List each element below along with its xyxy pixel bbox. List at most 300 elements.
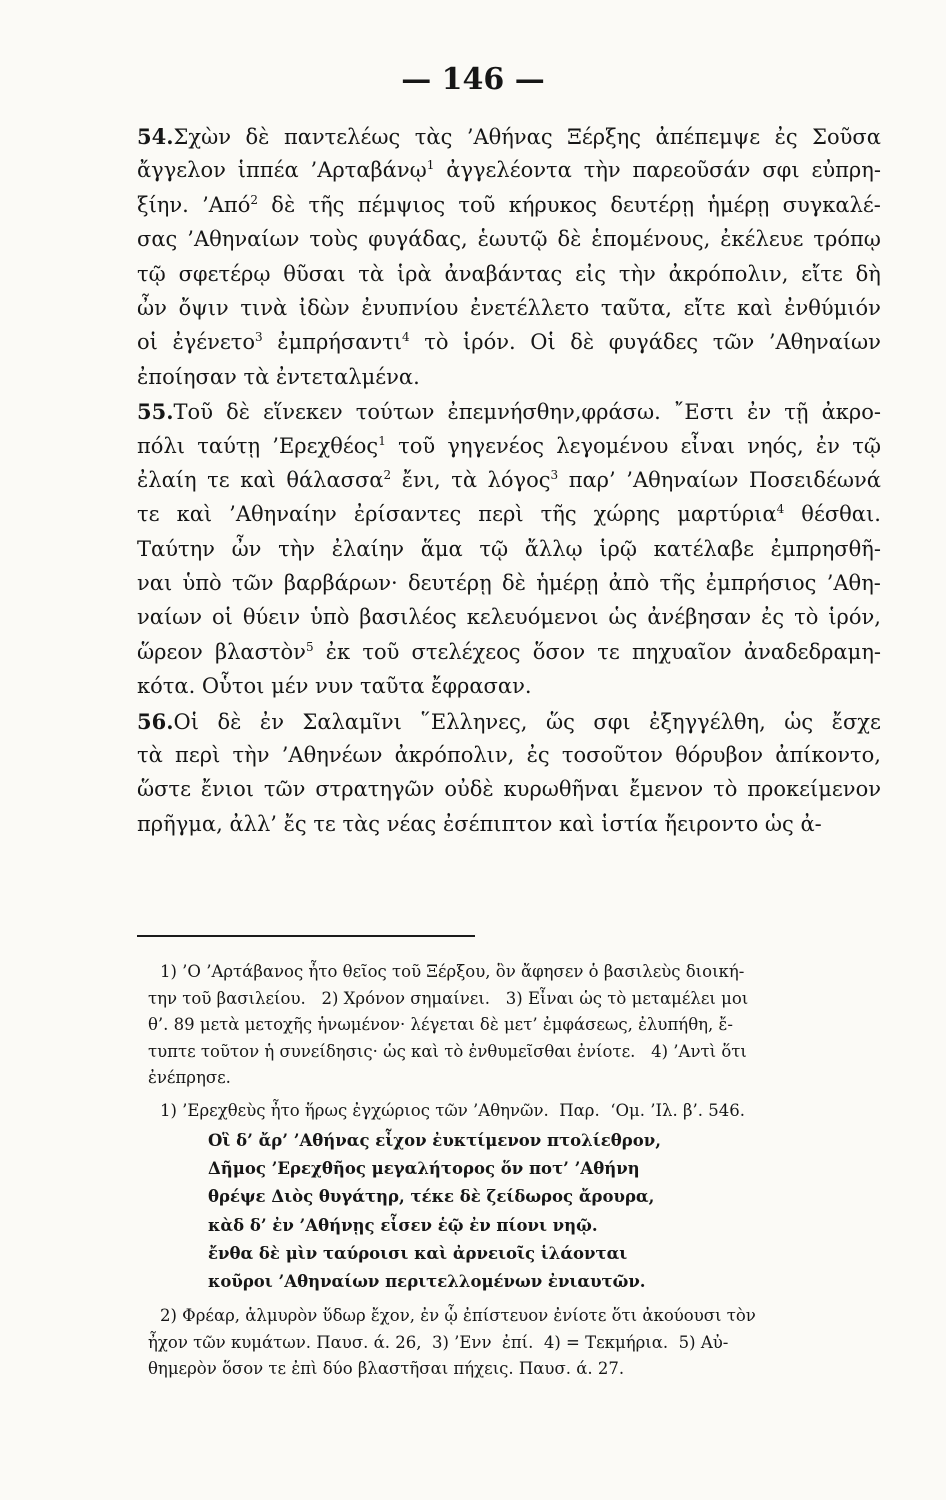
word: ναίων	[137, 605, 203, 630]
word: τοσοῦτον	[561, 743, 663, 768]
word-group	[415, 125, 453, 149]
word: θύειν	[242, 605, 301, 630]
word: μαρτύρια	[677, 502, 777, 527]
word-group	[828, 605, 881, 629]
word: καὶ	[176, 502, 213, 527]
text-line	[137, 399, 881, 433]
footnote-marker: 3	[550, 467, 559, 482]
word-group	[137, 468, 197, 492]
word-group	[137, 571, 172, 595]
word-group	[769, 330, 881, 354]
word-group	[525, 537, 583, 561]
word-group	[137, 330, 158, 354]
word-group	[713, 330, 755, 354]
word: τὰ	[358, 261, 385, 286]
word-group	[137, 537, 215, 561]
word-group	[282, 743, 383, 767]
word: ἐν	[747, 400, 772, 425]
word-group	[720, 227, 803, 251]
word: ἔσχε	[831, 709, 881, 734]
word: Ξέρξης	[567, 125, 642, 149]
word-group	[137, 709, 199, 734]
footnote-text: τυπτε τοῦτον ἡ συνείδησις· ὡς καὶ τὸ ἐνθυμεῖσθαι ἐνίοτε. 4) ’Αντὶ ὅτι	[148, 1041, 747, 1061]
word: σφι	[593, 709, 631, 734]
word-group	[509, 193, 597, 217]
word-group	[737, 296, 773, 320]
word: τούτων	[355, 400, 435, 425]
word-group	[852, 434, 881, 458]
text-line	[137, 812, 881, 846]
word-group	[812, 125, 881, 149]
word-group	[784, 710, 813, 734]
word-group	[137, 434, 185, 458]
word-group	[669, 262, 789, 286]
word: οἱ	[137, 330, 158, 355]
word-group	[309, 227, 358, 251]
word: περὶ	[175, 743, 221, 768]
word: ἐκ	[325, 639, 351, 664]
main-text	[137, 124, 881, 846]
text-line	[137, 468, 881, 502]
word: ἰδὼν	[298, 295, 350, 320]
word: βαρβάρων·	[283, 571, 398, 596]
word: περὶ	[478, 502, 524, 527]
word-group	[594, 502, 661, 526]
word-group	[137, 296, 167, 320]
word-group	[359, 605, 456, 629]
word: γηγενέος	[447, 433, 545, 458]
footnote-text: ἐνέπρησε.	[148, 1068, 231, 1087]
word-group	[470, 296, 589, 320]
word-group	[240, 468, 276, 492]
word-group	[278, 537, 315, 561]
word-group	[284, 125, 400, 149]
word-group	[478, 227, 548, 251]
footnote-marker: 1	[426, 158, 435, 173]
text-run: κότα. Οὗτοι μέν νυν ταῦτα ἔφρασαν.	[137, 674, 532, 699]
section-number: 56.	[137, 708, 174, 734]
word: τρόπῳ	[813, 227, 881, 252]
word: ἱρῷ	[599, 536, 638, 561]
word-group	[744, 640, 881, 664]
word-group	[451, 468, 477, 492]
word-group	[684, 296, 726, 320]
footnote-marker: 3	[255, 330, 263, 345]
word: ἡμέρῃ	[536, 571, 599, 596]
word: ἱρὰ	[396, 261, 432, 286]
word: ἐς	[761, 605, 785, 630]
footnote-text: θ’. 89 μετὰ μετοχῆς ἡνωμένον· λέγεται δὲ μετ’ ἐμφάσεως, ἐλυπήθη, ἔ-	[148, 1015, 733, 1034]
word-group	[816, 434, 840, 458]
word-group	[412, 640, 521, 664]
word: ἔμενον	[629, 777, 704, 802]
word: συγκαλέ-	[782, 192, 881, 217]
word-group	[420, 710, 527, 734]
text-run: πρῆγμα, ἀλλ’ ἔς τε τὰς νέας ἐσέπιπτον καὶ ἱστία ἤειροντο ὡς ἀ-	[137, 811, 822, 836]
text-line	[137, 227, 881, 261]
word-group	[175, 743, 220, 767]
word-group	[177, 502, 213, 526]
word: ῞Ελληνες,	[420, 709, 528, 734]
word-group	[283, 262, 345, 286]
word: Ταύτην	[137, 536, 215, 561]
word: θάλασσα	[286, 467, 384, 492]
word-group	[212, 605, 233, 629]
word: τὴν	[278, 536, 316, 561]
word: ἅμα	[420, 536, 463, 561]
word: τὰ	[137, 743, 163, 768]
text-line	[137, 296, 881, 330]
word-group	[706, 571, 817, 595]
word: τε	[207, 467, 230, 492]
word-group	[172, 330, 262, 354]
word: προκείμενον	[747, 777, 881, 802]
word: ἀγγελέοντα	[446, 158, 572, 183]
word: τοῦ	[458, 192, 496, 217]
word: κυρωθῆναι	[503, 777, 620, 802]
footnote-line	[148, 1306, 882, 1333]
word: ’Αθηναίην	[229, 502, 337, 527]
word: ῎Εστι	[673, 400, 734, 425]
word-group	[215, 640, 314, 664]
footnote-text: την τοῦ βασιλείου. 2) Χρόνον σημαίνει. 3) Εἶναι ὡς τὸ μεταμέλει μοι	[148, 988, 749, 1008]
footnotes-chapter-54	[148, 962, 882, 1095]
word-group	[356, 400, 435, 424]
word: σφετέρῳ	[178, 261, 271, 286]
word: πόλι	[137, 433, 185, 458]
word: λόγος	[487, 467, 551, 492]
word: ὦν	[137, 295, 167, 320]
section-number: 55.	[137, 399, 174, 425]
word: ἀναδεδραμη-	[743, 639, 881, 664]
word: ἀκρόπολιν,	[394, 743, 515, 768]
word: ὥς	[546, 709, 575, 734]
word-group	[584, 158, 621, 182]
footnote-line	[148, 1101, 882, 1128]
word: Οἱ	[530, 330, 556, 355]
word-group	[601, 296, 672, 320]
word: τῷ	[137, 261, 166, 286]
word-group	[361, 296, 458, 320]
word: ἐν	[259, 709, 284, 734]
word: τῆς	[659, 571, 696, 596]
word: κελευόμενοι	[466, 605, 599, 630]
word: ἀνέβησαν	[647, 605, 752, 630]
word-group	[530, 330, 555, 354]
word-group	[827, 571, 881, 595]
word: σας	[137, 227, 178, 252]
word: εἰς	[575, 261, 607, 286]
word: οἱ	[212, 605, 233, 630]
word: ἐγένετο	[172, 330, 256, 355]
word-group	[570, 330, 594, 354]
word: θῦσαι	[283, 261, 346, 286]
word: ὑπὸ	[182, 571, 222, 596]
word-group	[761, 605, 784, 629]
word-group	[597, 640, 620, 664]
word-group	[747, 400, 771, 424]
word-group	[137, 605, 202, 629]
word: ἱππέα	[237, 158, 299, 183]
footnote-line	[148, 1333, 882, 1360]
word: ’Αθηνέων	[281, 743, 383, 768]
word-group	[202, 193, 258, 217]
footnote-line	[148, 1042, 882, 1069]
word: καὶ	[736, 295, 773, 320]
word: φυγάδας,	[368, 227, 468, 252]
word: ἐνετέλλετο	[470, 295, 590, 320]
word-group	[402, 468, 441, 492]
word-group	[660, 571, 696, 595]
quote-verse: Δῆμος ’Ερεχθῆος μεγαλήτορος ὅν ποτ’ ’Αθήνη	[208, 1159, 640, 1179]
word: ἄλλῳ	[524, 536, 583, 561]
word: τὴν	[583, 158, 621, 183]
word: ’Αθηναίων	[768, 330, 881, 355]
text-line	[137, 124, 881, 158]
word: ἀπίκοντο,	[775, 743, 881, 768]
word: ’Αθηναίων	[187, 227, 300, 252]
word-group	[408, 571, 492, 595]
word: δευτέρῃ	[408, 571, 492, 596]
word: τοὺς	[309, 227, 359, 252]
word-group	[264, 777, 306, 801]
word: ταύτῃ	[197, 433, 261, 458]
word-group	[187, 227, 299, 251]
word: ἀκρο-	[821, 400, 881, 425]
word-group	[707, 193, 769, 217]
word-group	[599, 537, 637, 561]
word-group	[315, 777, 434, 801]
word: δὲ	[226, 400, 251, 425]
word-group	[137, 158, 226, 182]
word-group	[488, 468, 559, 492]
word: ὥστε	[137, 777, 191, 802]
footnote-line	[148, 1015, 882, 1042]
word: Ποσειδέωνά	[748, 467, 881, 492]
word-group	[675, 743, 763, 767]
word: καὶ	[240, 467, 276, 492]
footnote-marker: 1	[378, 433, 386, 448]
word: τῶν	[232, 571, 274, 596]
word: ἐκέλευε	[720, 227, 804, 252]
word-group	[201, 777, 254, 801]
word-group	[771, 537, 881, 561]
word-group	[609, 571, 650, 595]
word-group	[458, 193, 495, 217]
word-group	[137, 193, 189, 217]
quote-verse: κὰδ δ’ ἐν ’Αθήνῃς εἷσεν ἑῷ ἐν πίονι νηῷ.	[208, 1215, 598, 1235]
word: τὸ	[794, 605, 819, 630]
word-group	[654, 537, 754, 561]
word-group	[610, 193, 694, 217]
word-group	[784, 400, 808, 424]
word: θέσθαι.	[801, 502, 881, 527]
word: ἐξηγγέλθη,	[649, 709, 766, 734]
word-group	[558, 227, 582, 251]
word: Σοῦσα	[812, 125, 881, 149]
word-group	[358, 262, 384, 286]
word-group	[656, 125, 761, 149]
word: εἴτε	[801, 261, 843, 286]
word: ἐμπρησθῆ-	[770, 536, 881, 561]
word: ἐπεμνήσθην,φράσω.	[447, 400, 661, 425]
word: ἄγγελον	[137, 158, 226, 183]
word: τὰς	[414, 125, 453, 149]
word: εἵνεκεν	[263, 400, 343, 425]
word-group	[308, 193, 344, 217]
word-group	[286, 468, 391, 492]
word-group	[447, 400, 660, 424]
word: δὲ	[570, 330, 595, 355]
word: παρ’	[568, 467, 616, 492]
word: κατέλαβε	[653, 536, 754, 561]
footnotes-chapter-55	[148, 1306, 882, 1386]
word: ἐρίσαντες	[353, 502, 462, 527]
word: ἱρόν.	[463, 330, 516, 355]
word-group	[801, 262, 843, 286]
word-group	[504, 777, 620, 801]
word: ὡς	[608, 605, 638, 630]
homer-quotation	[148, 1131, 882, 1300]
text-run: ἐποίησαν τὰ ἐντεταλμένα.	[137, 364, 420, 389]
word-group	[299, 296, 350, 320]
word-group	[284, 571, 398, 595]
word: δὲ	[217, 709, 242, 734]
word-group	[302, 710, 401, 734]
word-group	[629, 777, 703, 801]
word-group	[447, 434, 544, 458]
word: οὐδὲ	[444, 777, 494, 802]
word-group	[649, 710, 766, 734]
footnote-line	[148, 962, 882, 989]
word-group	[137, 777, 191, 801]
word: ἐλαίη	[137, 467, 197, 492]
footnote-marker: 2	[250, 192, 259, 207]
footnote-line	[148, 1068, 882, 1095]
word: πέμψιος	[357, 192, 446, 217]
word: δὴ	[855, 261, 881, 286]
word-group	[647, 605, 751, 629]
word: ἀναβάντας	[444, 261, 563, 286]
word: ἐν	[815, 433, 840, 458]
word: εὐπρη-	[811, 158, 881, 183]
word-group	[556, 434, 668, 458]
word: ’Ερεχθέος	[272, 433, 379, 458]
word: ἀκρόπολιν,	[668, 261, 789, 286]
text-line	[137, 605, 881, 639]
word: ’Αθη-	[826, 571, 881, 596]
word-group	[713, 777, 737, 801]
word-group	[362, 640, 399, 664]
word: δὲ	[245, 125, 270, 149]
word: ἀπὸ	[608, 571, 650, 596]
word: ἐνυπνίου	[361, 295, 459, 320]
word: τῷ	[479, 536, 509, 561]
word-group	[395, 743, 515, 767]
word: ναι	[137, 571, 173, 596]
word: δὲ	[557, 227, 582, 252]
word-group	[801, 502, 881, 526]
word: κήρυκος	[508, 192, 598, 217]
word: ἐς	[526, 743, 550, 768]
word-group	[546, 710, 575, 734]
text-line	[137, 330, 881, 364]
word-group	[541, 502, 577, 526]
word-group	[467, 125, 553, 149]
word-group	[677, 502, 784, 526]
footnote-text: 1) ’Ερεχθεὺς ἦτο ἥρως ἐγχώριος τῶν ’Αθηνῶν. Παρ. ‘Ομ. ’Ιλ. β’. 546.	[160, 1100, 745, 1120]
word: ἔνιοι	[200, 777, 255, 802]
word-group	[229, 502, 337, 526]
word-group	[137, 640, 203, 664]
word: τῶν	[712, 330, 755, 355]
word: τῆς	[308, 192, 345, 217]
word-group	[527, 743, 550, 767]
word-group	[784, 296, 881, 320]
word: ἀπέπεμψε	[655, 125, 761, 149]
word: Τοῦ	[173, 400, 213, 425]
word: τὴν	[618, 261, 656, 286]
footnote-text: 1) ’Ο ’Αρτάβανος ἦτο θεῖος τοῦ Ξέρξου, ὃν ἄφησεν ὁ βασιλεὺς διοική-	[160, 962, 745, 981]
word: ἐμπρήσιος	[705, 571, 817, 596]
footnote-marker: 4	[776, 502, 785, 517]
word: ’Αθήνας	[466, 125, 553, 149]
word: χώρης	[593, 502, 661, 527]
word-group	[463, 330, 516, 354]
word-group	[536, 571, 598, 595]
word: τῆς	[540, 502, 577, 527]
word-group	[533, 640, 585, 664]
word-group	[232, 571, 274, 595]
word: στελέχεος	[411, 639, 521, 664]
word-group	[218, 710, 242, 734]
word-group	[591, 227, 710, 251]
footnote-marker: 4	[402, 330, 410, 345]
word-group	[421, 537, 463, 561]
word-group	[260, 710, 284, 734]
word-group	[332, 537, 404, 561]
word-group	[502, 571, 526, 595]
quote-verse: ἔνθα δὲ μὶν ταύροισι καὶ ἀρνειοῖς ἱλάονται	[208, 1243, 628, 1263]
word: ταῦτα,	[600, 295, 672, 320]
word: ἑωυτῷ	[477, 227, 548, 252]
word-group	[398, 434, 435, 458]
text-line	[137, 158, 881, 192]
word-group	[567, 125, 641, 149]
word: ’Από	[202, 192, 251, 217]
word: στρατηγῶν	[315, 777, 435, 802]
text-line	[137, 743, 881, 777]
word: τὸ	[713, 777, 738, 802]
footnote-line	[148, 1359, 882, 1386]
section-number: 54.	[137, 124, 174, 149]
footnote-text: θημερὸν ὅσον τε ἐπὶ δύο βλαστῆσαι πήχεις. Παυσ. ά. 27.	[148, 1359, 625, 1379]
word-group	[263, 400, 343, 424]
word: ὅσον	[532, 639, 586, 664]
word-group	[747, 434, 803, 458]
word: ξίην.	[137, 192, 189, 217]
word-group	[179, 296, 229, 320]
word-group	[681, 434, 735, 458]
word-group	[246, 125, 270, 149]
text-line	[137, 571, 881, 605]
word: νηός,	[747, 433, 804, 458]
text-line	[137, 262, 881, 296]
footnote-line	[148, 989, 882, 1016]
word: βασιλέος	[359, 605, 457, 630]
word-group	[444, 777, 493, 801]
word-group	[775, 125, 798, 149]
